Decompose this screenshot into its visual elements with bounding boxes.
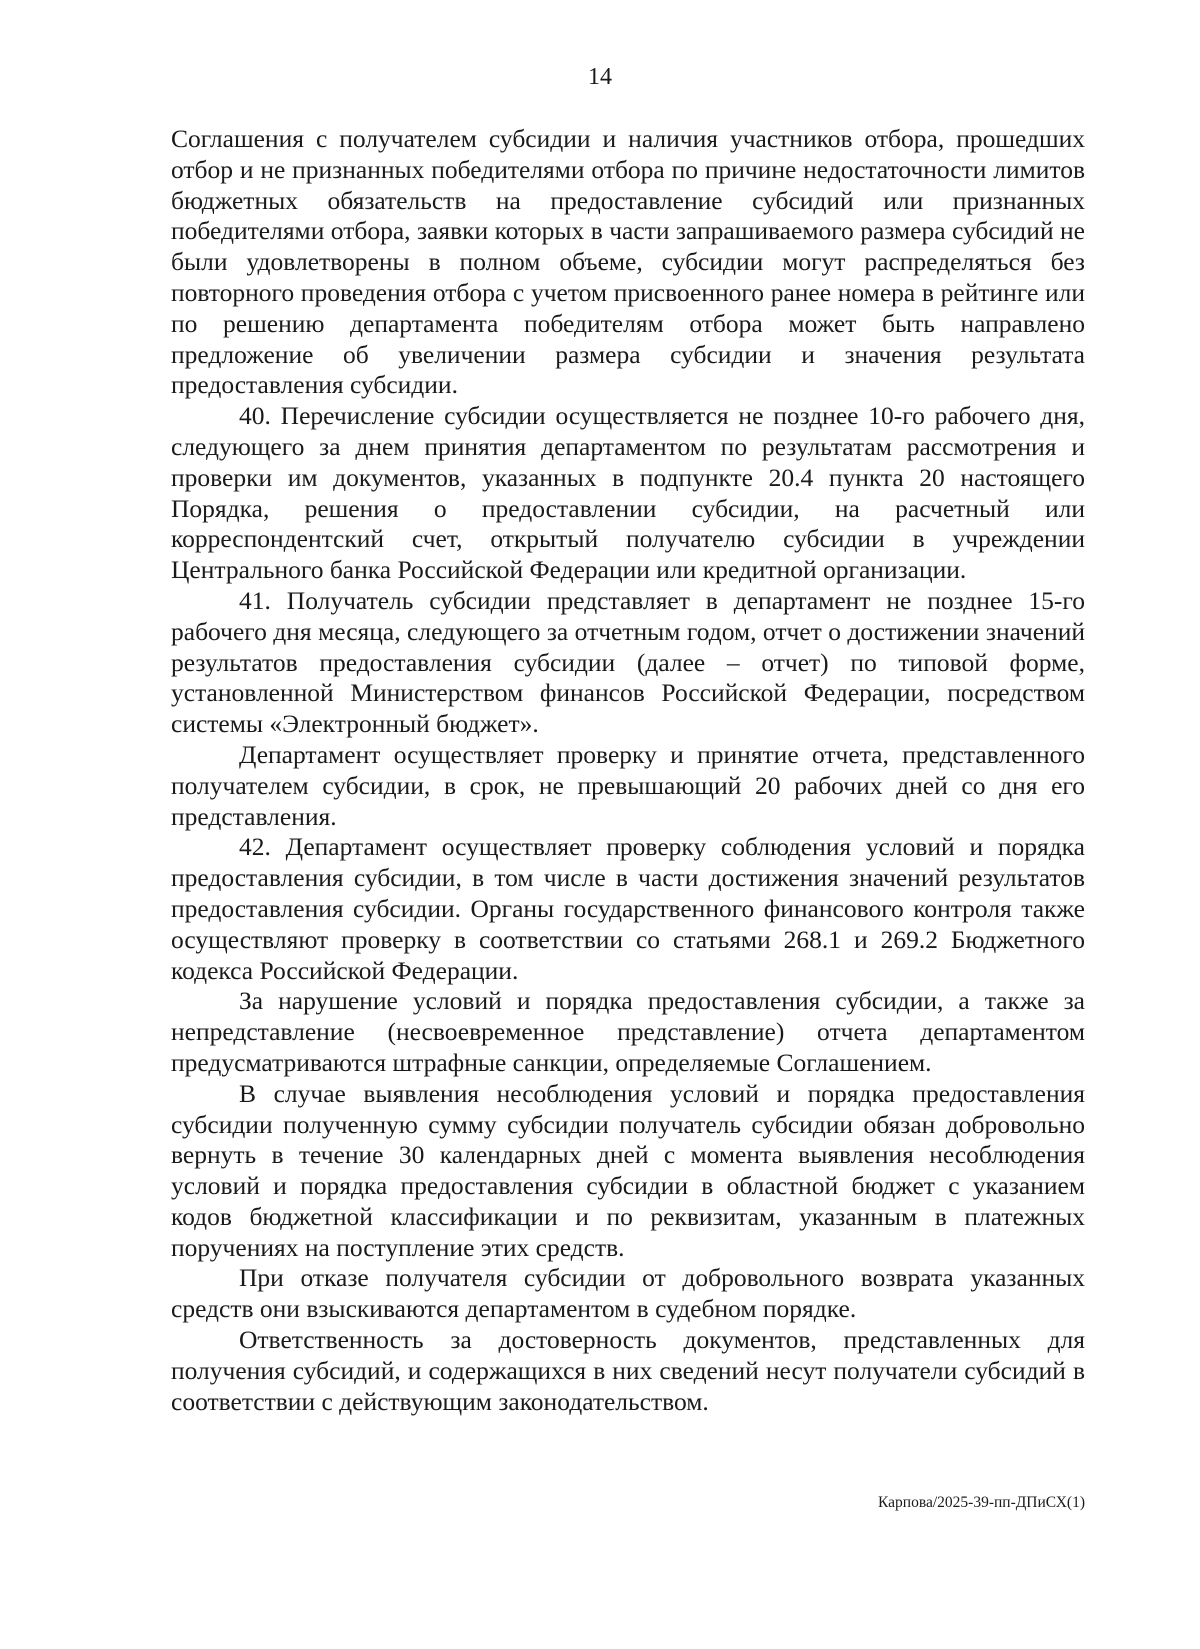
document-body [171,124,1085,1417]
paragraph-refund: В случае выявления несоблюдения условий и порядка предоставления субсидии полученную сумму субсидии получатель субсидии обязан добровольно вернуть в течение 30 календарных дней с момента выявления несоблюдения условий и порядка предоставления субсидии в областной бюджет с указанием кодов бюджетной классификации и по реквизитам, указанным в платежных поручениях на поступление этих средств. [171,1078,1085,1262]
paragraph-responsibility: Ответственность за достоверность документов, представленных для получения субсидий, и содержащихся в них сведений несут получатели субсидий в соответствии с действующим законодательством. [171,1325,1085,1416]
paragraph-item-42: 42. Департамент осуществляет проверку соблюдения условий и порядка предоставления субсидии, в том числе в части достижения значений результатов предоставления субсидии. Органы государственного финансового контроля также осуществляют проверку в соответствии со статьями 268.1 и 269.2 Бюджетного кодекса Российской Федерации. [171,832,1085,985]
document-reference: Карпова/2025-39-пп-ДПиСХ(1) [878,1494,1085,1511]
paragraph-continuation: Соглашения с получателем субсидии и наличия участников отбора, прошедших отбор и не признанных победителями отбора по причине недостаточности лимитов бюджетных обязательств на предоставление субсидий или признанных победителями отбора, заявки которых в части запрашиваемого размера субсидий не были удовлетворены в полном объеме, субсидии могут распределяться без повторного проведения отбора с учетом присвоенного ранее номера в рейтинге или по решению департамента победителям отбора может быть направлено предложение об увеличении размера субсидии и значения результата предоставления субсидии. [171,124,1085,400]
paragraph-report-check: Департамент осуществляет проверку и принятие отчета, представленного получателем субсидии, в срок, не превышающий 20 рабочих дней со дня его представления. [171,739,1085,831]
paragraph-penalties: За нарушение условий и порядка предоставления субсидии, а также за непредставление (несвоевременное представление) отчета департаментом предусматриваются штрафные санкции, определяемые Соглашением. [171,986,1085,1077]
paragraph-item-40: 40. Перечисление субсидии осуществляется не позднее 10-го рабочего дня, следующего за днем принятия департаментом по результатам рассмотрения и проверки им документов, указанных в подпункте 20.4 пункта 20 настоящего Порядка, решения о предоставлении субсидии, на расчетный или корреспондентский счет, открытый получателю субсидии в учреждении Центрального банка Российской Федерации или кредитной организации. [171,401,1085,585]
paragraph-item-41: 41. Получатель субсидии представляет в департамент не позднее 15-го рабочего дня месяца, следующего за отчетным годом, отчет о достижении значений результатов предоставления субсидии (далее – отчет) по типовой форме, установленной Министерством финансов Российской Федерации, посредством системы «Электронный бюджет». [171,585,1085,739]
paragraph-refusal: При отказе получателя субсидии от добровольного возврата указанных средств они взыскиваются департаментом в судебном порядке. [171,1263,1085,1324]
page-number: 14 [588,64,612,90]
